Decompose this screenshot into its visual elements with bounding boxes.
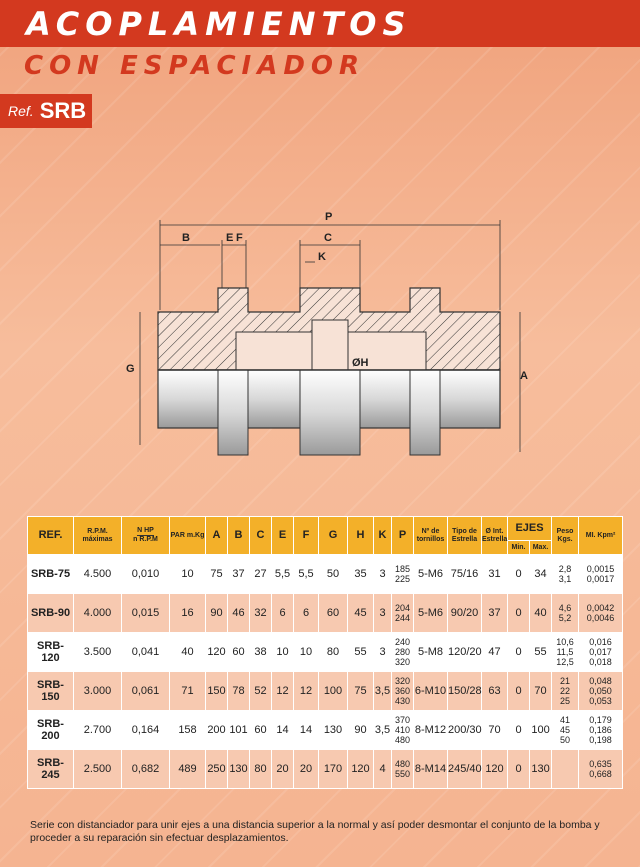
- table-row: [28, 633, 623, 672]
- cell-g: 50: [319, 555, 348, 594]
- cell-b: 60: [228, 633, 250, 672]
- cell-b: 101: [228, 711, 250, 750]
- cell-f: 14: [294, 711, 319, 750]
- cell-torn: 5-M6: [414, 555, 448, 594]
- th-c: C: [250, 517, 272, 555]
- cell-rpm: 2.500: [74, 750, 122, 789]
- cell-nhp: 0,682: [122, 750, 170, 789]
- cell-int: 47: [482, 633, 508, 672]
- cell-estrella: 200/30: [448, 711, 482, 750]
- cell-h: 75: [348, 672, 374, 711]
- cell-max: 55: [530, 633, 552, 672]
- cell-e: 14: [272, 711, 294, 750]
- table-row: [28, 555, 623, 594]
- cell-estrella: 90/20: [448, 594, 482, 633]
- cell-c: 38: [250, 633, 272, 672]
- cell-k: 3: [374, 594, 392, 633]
- page-subtitle: CON ESPACIADOR: [24, 51, 366, 81]
- cell-c: 27: [250, 555, 272, 594]
- cell-e: 12: [272, 672, 294, 711]
- cell-par: 71: [170, 672, 206, 711]
- cell-min: 0: [508, 555, 530, 594]
- label-e: E: [226, 232, 234, 244]
- cell-mi: 0,179 0,186 0,198: [579, 711, 623, 750]
- cell-c: 32: [250, 594, 272, 633]
- label-g: G: [126, 363, 135, 375]
- th-k: K: [374, 517, 392, 555]
- cell-par: 489: [170, 750, 206, 789]
- cell-peso: 2,8 3,1: [552, 555, 579, 594]
- cell-int: 120: [482, 750, 508, 789]
- th-par: PAR m.Kg: [170, 517, 206, 555]
- cell-peso: [552, 750, 579, 789]
- th-int-estrella: Ø Int. Estrella: [482, 517, 508, 555]
- cell-ref: SRB-75: [28, 555, 74, 594]
- cell-k: 3,5: [374, 711, 392, 750]
- cell-f: 20: [294, 750, 319, 789]
- cell-p: 370 410 480: [392, 711, 414, 750]
- cell-a: 250: [206, 750, 228, 789]
- label-k: K: [318, 251, 326, 263]
- cell-a: 90: [206, 594, 228, 633]
- cell-c: 80: [250, 750, 272, 789]
- cell-estrella: 120/20: [448, 633, 482, 672]
- cell-h: 35: [348, 555, 374, 594]
- shaft-body: [158, 370, 500, 455]
- cell-ref: SRB-245: [28, 750, 74, 789]
- th-e: E: [272, 517, 294, 555]
- cell-h: 120: [348, 750, 374, 789]
- cell-g: 80: [319, 633, 348, 672]
- cell-mi: 0,048 0,050 0,053: [579, 672, 623, 711]
- cell-g: 170: [319, 750, 348, 789]
- cell-e: 6: [272, 594, 294, 633]
- cell-h: 55: [348, 633, 374, 672]
- cell-a: 150: [206, 672, 228, 711]
- page-title: ACOPLAMIENTOS: [26, 5, 412, 43]
- th-ref: REF.: [28, 517, 74, 555]
- cell-nhp: 0,010: [122, 555, 170, 594]
- cell-k: 3,5: [374, 672, 392, 711]
- cell-ref: SRB-200: [28, 711, 74, 750]
- cell-c: 60: [250, 711, 272, 750]
- cell-min: 0: [508, 633, 530, 672]
- cell-max: 100: [530, 711, 552, 750]
- cell-p: 185 225: [392, 555, 414, 594]
- cell-estrella: 245/40: [448, 750, 482, 789]
- th-f: F: [294, 517, 319, 555]
- cell-mi: 0,016 0,017 0,018: [579, 633, 623, 672]
- cell-k: 3: [374, 555, 392, 594]
- label-c: C: [324, 232, 332, 244]
- cell-p: 204 244: [392, 594, 414, 633]
- ref-prefix: Ref.: [8, 103, 34, 119]
- cell-e: 10: [272, 633, 294, 672]
- table-row: [28, 711, 623, 750]
- label-b: B: [182, 232, 190, 244]
- ref-badge: [0, 94, 92, 128]
- cell-par: 158: [170, 711, 206, 750]
- table-row: [28, 594, 623, 633]
- th-n-hp: [122, 517, 170, 555]
- cell-b: 130: [228, 750, 250, 789]
- th-peso: Peso Kgs.: [552, 517, 579, 555]
- cell-torn: 5-M6: [414, 594, 448, 633]
- cell-max: 40: [530, 594, 552, 633]
- cell-b: 78: [228, 672, 250, 711]
- cell-p: 240 280 320: [392, 633, 414, 672]
- th-tornillos: Nº de tornillos: [414, 517, 448, 555]
- th-b: B: [228, 517, 250, 555]
- cell-p: 480 550: [392, 750, 414, 789]
- cell-ref: SRB-120: [28, 633, 74, 672]
- cell-int: 31: [482, 555, 508, 594]
- cell-max: 70: [530, 672, 552, 711]
- cell-min: 0: [508, 750, 530, 789]
- cell-g: 100: [319, 672, 348, 711]
- label-f: F: [236, 232, 243, 244]
- cell-min: 0: [508, 711, 530, 750]
- th-rpm: R.P.M. máximas: [74, 517, 122, 555]
- cell-k: 3: [374, 633, 392, 672]
- cell-torn: 5-M8: [414, 633, 448, 672]
- th-n-hp-bottom: n R.P.M: [133, 536, 158, 543]
- cell-rpm: 4.500: [74, 555, 122, 594]
- cell-torn: 8-M12: [414, 711, 448, 750]
- cell-a: 75: [206, 555, 228, 594]
- cell-par: 40: [170, 633, 206, 672]
- cell-e: 5,5: [272, 555, 294, 594]
- coupling-drawing: [0, 200, 640, 490]
- th-a: A: [206, 517, 228, 555]
- th-n-hp-top: N HP: [137, 527, 154, 534]
- cell-rpm: 4.000: [74, 594, 122, 633]
- cell-torn: 8-M14: [414, 750, 448, 789]
- cell-peso: 41 45 50: [552, 711, 579, 750]
- footnote: Serie con distanciador para unir ejes a una distancia superior a la normal y así poder desmontar el conjunto de la bomba y proceder a su reparación sin efectuar desplazamientos.: [30, 819, 600, 844]
- cell-peso: 21 22 25: [552, 672, 579, 711]
- cell-p: 320 360 430: [392, 672, 414, 711]
- cell-min: 0: [508, 672, 530, 711]
- cell-par: 16: [170, 594, 206, 633]
- cell-c: 52: [250, 672, 272, 711]
- cell-f: 12: [294, 672, 319, 711]
- th-max: Max.: [530, 541, 552, 555]
- label-p: P: [325, 211, 333, 223]
- th-mi: MI. Kpm²: [579, 517, 623, 555]
- table-row: [28, 750, 623, 789]
- cell-peso: 4,6 5,2: [552, 594, 579, 633]
- cell-nhp: 0,164: [122, 711, 170, 750]
- th-estrella: Tipo de Estrella: [448, 517, 482, 555]
- cell-h: 90: [348, 711, 374, 750]
- cell-int: 37: [482, 594, 508, 633]
- cell-e: 20: [272, 750, 294, 789]
- cell-mi: 0,0015 0,0017: [579, 555, 623, 594]
- cell-max: 34: [530, 555, 552, 594]
- table-row: [28, 672, 623, 711]
- cell-par: 10: [170, 555, 206, 594]
- cell-rpm: 2.700: [74, 711, 122, 750]
- spec-table: [27, 516, 623, 789]
- th-min: Min.: [508, 541, 530, 555]
- cell-b: 46: [228, 594, 250, 633]
- label-h: ØH: [352, 357, 369, 369]
- th-ejes: EJES: [508, 517, 552, 541]
- cell-nhp: 0,041: [122, 633, 170, 672]
- cell-int: 70: [482, 711, 508, 750]
- cell-min: 0: [508, 594, 530, 633]
- cell-b: 37: [228, 555, 250, 594]
- cell-max: 130: [530, 750, 552, 789]
- title-bar: [0, 0, 640, 47]
- cell-h: 45: [348, 594, 374, 633]
- cell-estrella: 75/16: [448, 555, 482, 594]
- hub-section: [158, 288, 500, 370]
- cell-a: 120: [206, 633, 228, 672]
- cell-ref: SRB-90: [28, 594, 74, 633]
- cell-mi: 0,635 0,668: [579, 750, 623, 789]
- cell-g: 130: [319, 711, 348, 750]
- cell-nhp: 0,061: [122, 672, 170, 711]
- cell-mi: 0,0042 0,0046: [579, 594, 623, 633]
- cell-nhp: 0,015: [122, 594, 170, 633]
- th-g: G: [319, 517, 348, 555]
- cell-f: 6: [294, 594, 319, 633]
- ref-code: SRB: [39, 98, 87, 123]
- th-h: H: [348, 517, 374, 555]
- cell-ref: SRB-150: [28, 672, 74, 711]
- cell-rpm: 3.000: [74, 672, 122, 711]
- label-a: A: [520, 370, 528, 382]
- cell-torn: 6-M10: [414, 672, 448, 711]
- cell-peso: 10,6 11,5 12,5: [552, 633, 579, 672]
- cell-a: 200: [206, 711, 228, 750]
- cell-int: 63: [482, 672, 508, 711]
- cell-f: 10: [294, 633, 319, 672]
- cell-estrella: 150/28: [448, 672, 482, 711]
- cell-g: 60: [319, 594, 348, 633]
- cell-rpm: 3.500: [74, 633, 122, 672]
- th-p: P: [392, 517, 414, 555]
- cell-f: 5,5: [294, 555, 319, 594]
- cell-k: 4: [374, 750, 392, 789]
